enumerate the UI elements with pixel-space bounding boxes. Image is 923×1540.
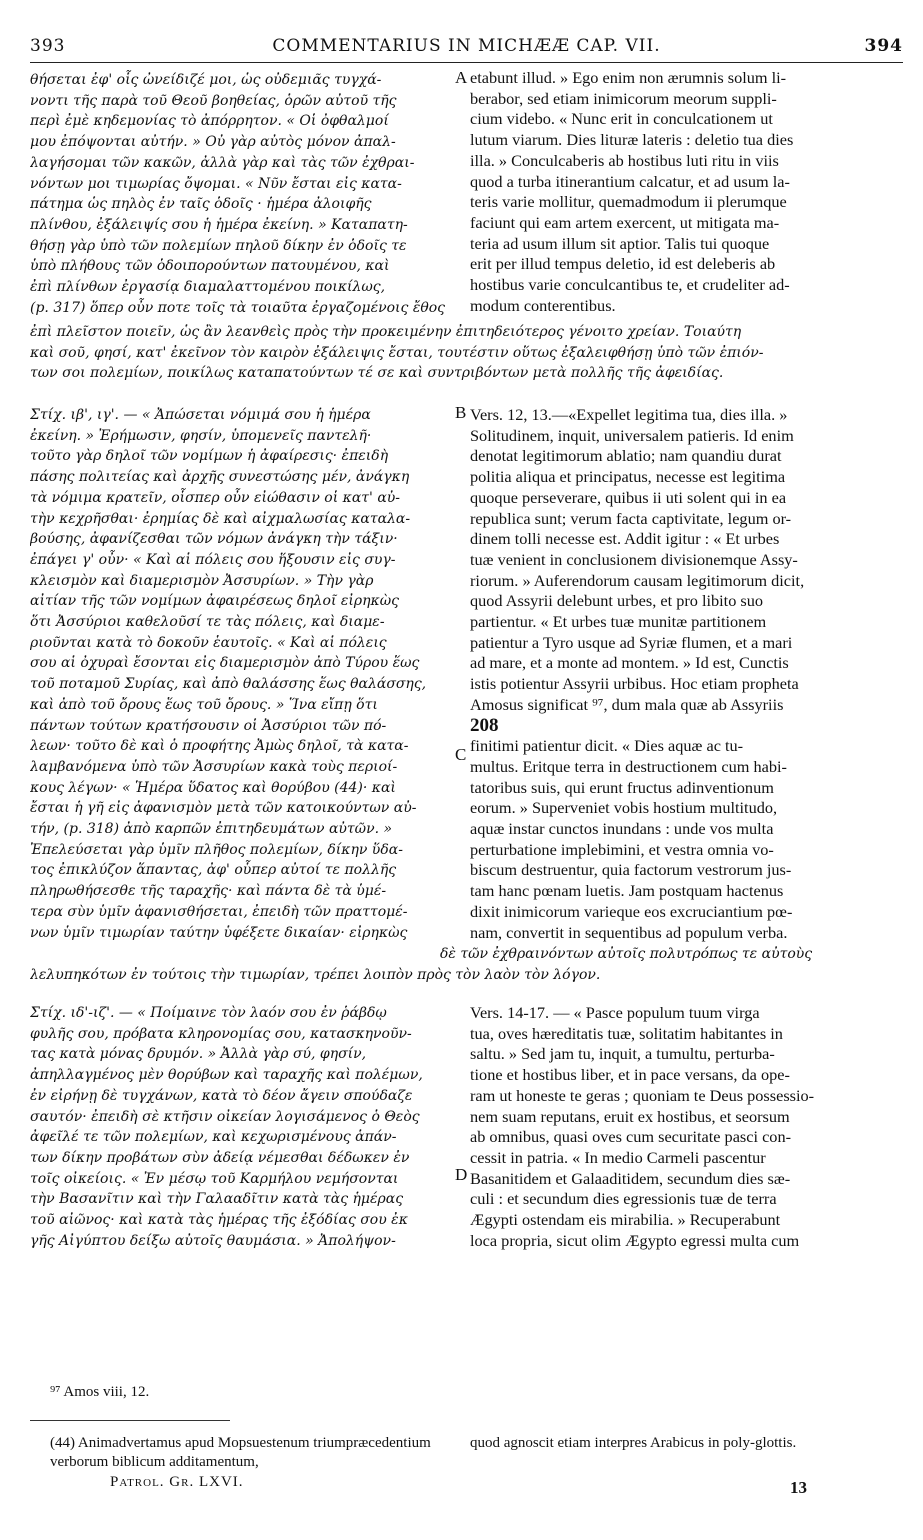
greek-line: λεων· τοῦτο δὲ καὶ ὁ προφήτης Ἀμὼς δηλοῖ, τὰ κατα- <box>30 738 409 755</box>
greek-line: ἐπάγει γ' οὖν· « Καὶ αἱ πόλεις σου ἥξουσιν εἰς συγ- <box>30 551 396 568</box>
footnote-line: quod agnoscit etiam interpres Arabicus in poly- <box>470 1435 755 1451</box>
greek-line: τος ἐπικλύζον ἅπαντας, ἀφ' οὗπερ αὐτοί τε πολλῆς <box>30 862 397 879</box>
latin-line: politia aliqua et principatus, necesse est legitima <box>470 467 786 487</box>
latin-line: tione et hostibus liber, et in pace versans, da ope- <box>470 1065 790 1085</box>
greek-line: ὑπὸ πλήθους τῶν ὁδοιπορούντων πατουμένου, καὶ <box>30 258 390 275</box>
latin-line: dixit inimicorum varieque eos excruciantium pœ- <box>470 901 793 921</box>
latin-line: Amosus significat ⁹⁷, dum mala quæ ab Assyriis <box>470 694 784 714</box>
greek-line: τήν, (p. 318) ἀπὸ καρπῶν ἐπιτηδευμάτων αὐτῶν. » <box>30 821 393 838</box>
greek-line: νοντι τῆς παρὰ τοῦ Θεοῦ βοηθείας, ὁρῶν αὐτοῦ τῆς <box>30 92 397 109</box>
latin-line: tuæ venient in conclusionem divisionemque Assy- <box>470 549 798 569</box>
greek-line: βούσης, ἀφανίζεσθαι τῶν νόμων ἀνάγκη τὴν τάξιν· <box>30 531 398 548</box>
footnote-line: præcedentium verborum biblicum additamentum, <box>50 1435 431 1470</box>
greek-line: τοῦ αἰῶνος· καὶ κατὰ τὰς ἡμέρας τῆς ἐξόδίας σου ἐκ <box>30 1212 408 1229</box>
greek-line: (p. 317) ὅπερ οὖν ποτε τοῖς τὰ τοιαῦτα ἐργαζομένοις ἔθος <box>30 299 446 316</box>
greek-line: τοῖς οἰκείοις. « Ἐν μέσῳ τοῦ Καρμήλου νεμήσονται <box>30 1170 399 1187</box>
signature-mark: Patrol. Gr. LXVI. <box>110 1474 244 1490</box>
greek-line: κους λέγων· « Ἡμέρα ὕδατος καὶ θορύβου (44)· καὶ <box>30 779 396 796</box>
greek-line: σου αἱ ὀχυραὶ ἔσονται εἰς διαμερισμὸν ἀπὸ Τύρου ἕως <box>30 655 420 672</box>
greek-line: θήσῃ γὰρ ὑπὸ τῶν πολεμίων πηλοῦ δίκην ἐν ὁδοῖς τε <box>30 237 407 254</box>
running-header <box>30 36 903 60</box>
greek-line: ἔσται ἡ γῆ εἰς ἀφανισμὸν μετὰ τῶν κατοικούντων αὐ- <box>30 800 417 817</box>
latin-line: hostibus varie conculcantibus te, et crudeliter ad- <box>470 275 790 295</box>
latin-line: tam hanc pœnam luetis. Jam postquam hactenus <box>470 881 784 901</box>
greek-column-2 <box>30 405 455 943</box>
greek-line: Στίχ. ιδ'-ιζ'. — « Ποίμαινε τὸν λαόν σου ἐν ῥάβδῳ <box>30 1005 387 1021</box>
greek-line: πάσης πολιτείας καὶ ἀρχῆς συνεστώσης μέν, ἀνάγκη <box>30 469 410 486</box>
greek-line: τὴν κεχρῆσθαι· ἐρημίας δὲ καὶ αἰχμαλωσίας καταλα- <box>30 510 411 527</box>
greek-line: μου ἐπόψονται αὐτήν. » Οὐ γὰρ αὐτὸς μόνον ἀπαλ- <box>30 134 396 151</box>
greek-line: νόντων μοι τιμωρίας ὄψομαι. « Νῦν ἔσται εἰς κατα- <box>30 175 402 192</box>
greek-line: ἐν εἰρήνῃ δὲ τυγχάνων, κατὰ τὸ δέον ἄγειν σπούδαζε <box>30 1087 413 1104</box>
latin-line: Vers. 14-17. — « Pasce populum tuum virga <box>470 1003 760 1022</box>
greek-fullwidth-line: λελυπηκότων ἐν τούτοις τὴν τιμωρίαν, τρέπει λοιπὸν πρὸς τὸν λαὸν τὸν λόγον. <box>30 967 601 983</box>
greek-line: τὰ νόμιμα κρατεῖν, οἷσπερ οὖν εἰώθασιν οἱ κατ' αὐ- <box>30 489 401 506</box>
greek-line: θήσεται ἐφ' οἷς ὠνείδιζέ μοι, ὡς οὐδεμιᾶς τυγχά- <box>30 72 382 88</box>
greek-line: πάντων τούτων κρατήσουσιν οἱ Ἀσσύριοι τῶν πό- <box>30 717 387 734</box>
latin-line: aquæ instar cunctos inundans : unde vos multa <box>470 819 774 839</box>
greek-line: κλεισμὸν καὶ διαμερισμὸν Ἀσσυρίων. » Τὴν γὰρ <box>30 572 374 589</box>
footnote-97: ⁹⁷ Amos viii, 12. <box>50 1384 150 1400</box>
greek-line: πληρωθήσεσθε τῆς ταραχῆς· καὶ πάντα δὲ τὰ ὑμέ- <box>30 883 387 900</box>
greek-tail-line <box>440 944 903 965</box>
latin-line: etabunt illud. » Ego enim non ærumnis solum li- <box>470 68 787 87</box>
latin-line: illa. » Conculcaberis ab hostibus luti ritu in viis <box>470 150 779 170</box>
latin-line: dinem tolli necesse est. Addit igitur : « Et urbes <box>470 529 780 549</box>
latin-line: quod a turba itinerantium calcatur, et ad usum la- <box>470 171 790 191</box>
latin-line: quod Assyrii delebunt urbes, et pro libito suo <box>470 591 764 611</box>
greek-line: πλίνθου, ἐξάλειψίς σου ἡ ἡμέρα ἐκείνη. » Καταπατη- <box>30 216 408 233</box>
latin-line: tatoribus suis, qui erunt fructus adinventionum <box>470 777 774 797</box>
margin-letter-c: C <box>455 745 467 764</box>
greek-line: ἐκείνη. » Ἐρήμωσιν, φησίν, ὑπομενεῖς παντελῆ· <box>30 427 372 444</box>
margin-letter-d: D <box>455 1165 468 1184</box>
latin-line-text: finitimi patientur dicit. « Dies aquæ ac tu- <box>470 736 744 756</box>
latin-line: riorum. » Auferendorum causam legitimorum dicit, <box>470 570 805 590</box>
greek-line: καὶ ἀπὸ τοῦ ὄρους ἕως τοῦ ὄρους. » Ἵνα εἴπῃ ὅτι <box>30 696 378 713</box>
greek-line: σαυτόν· ἐπειδὴ σὲ κτῆσιν οἰκείαν λογισάμενος ὁ Θεὸς <box>30 1108 420 1125</box>
latin-line: istis potientur Assyrii urbibus. Hoc etiam propheta <box>470 674 799 694</box>
latin-line: faciunt qui eam artem exercent, ut mitigata ma- <box>470 212 780 232</box>
greek-line: πάτημα ὡς πηλὸς ἐν ταῖς ὁδοῖς · ἡμέρα ἀλοιφῆς <box>30 196 372 213</box>
latin-line: ab omnibus, quasi oves cum securitate pasci con- <box>470 1127 792 1147</box>
greek-line: των δίκην προβάτων σὺν ἀδείᾳ νέμεσθαι δέδωκεν ἐν <box>30 1149 410 1166</box>
latin-line: republica sunt; verum facta captivitate, legum or- <box>470 508 792 528</box>
latin-line: modum conterentibus. <box>470 295 616 315</box>
latin-line: Ægypti ostendam eis mirabilia. » Recuperabunt <box>470 1210 781 1230</box>
latin-line: berabor, sed etiam inimicorum meorum suppli- <box>470 88 777 108</box>
greek-line: ἀπηλλαγμένος μὲν θορύβων καὶ ταραχῆς καὶ πολέμων, <box>30 1067 423 1084</box>
latin-line: ad mare, et a monte ad montem. » Id est, Cunctis <box>470 653 789 673</box>
greek-line: ἐπὶ πλίνθων ἐργασίᾳ διαμαλαττομένου ποικίλως, <box>30 279 386 296</box>
page-number-right: 394 <box>864 36 903 56</box>
latin-line: cium videbo. « Nunc erit in conculcationem ut <box>470 109 773 129</box>
latin-line: Vers. 12, 13.—«Expellet legitima tua, dies illa. » <box>470 405 788 424</box>
greek-line: τοῦ ποταμοῦ Συρίας, καὶ ἀπὸ θαλάσσης ἕως θαλάσσης, <box>30 676 427 693</box>
running-title: COMMENTARIUS IN MICHÆÆ CAP. VII. <box>272 36 661 56</box>
latin-line: multus. Eritque terra in destructionem cum habi- <box>470 756 787 776</box>
greek-line: φυλῆς σου, πρόβατα κληρονομίας σου, κατασκηνοῦν- <box>30 1025 412 1042</box>
greek-line: Ἐπελεύσεται γὰρ ὑμῖν πλῆθος πολεμίων, δίκην ὕδα- <box>30 841 403 858</box>
header-rule <box>30 62 903 63</box>
latin-line: patientur a Tyro usque ad Syriæ flumen, et a mari <box>470 632 793 652</box>
greek-line: Στίχ. ιβ', ιγ'. — « Ἀπώσεται νόμιμά σου ἡ ἡμέρα <box>30 407 371 423</box>
latin-line: partientur. « Et urbes tuæ munitæ partitionem <box>470 612 767 632</box>
latin-line: perturbatione implebimini, et vestra omnia vo- <box>470 839 774 859</box>
latin-line: cessit in patria. « In medio Carmeli pascentur <box>470 1147 766 1167</box>
footnote-line: (44) Animadvertamus apud Mopsuestenum trium <box>50 1435 346 1451</box>
latin-line: Solitudinem, inquit, universalem patieris. Id enim <box>470 425 794 445</box>
latin-line: nem suam reputans, eruit ex hostibus, et seorsum <box>470 1106 790 1126</box>
greek-line: τοῦτο γὰρ δηλοῖ τῶν νομίμων ἡ ἀφαίρεσις· ἐπειδὴ <box>30 448 389 465</box>
greek-line: νων ὑμῖν τιμωρίαν ταύτην ὑφέξετε δικαίαν· εἰρηκὼς <box>30 924 408 941</box>
latin-line: denotat legitimorum ablatio; nam quandiu durat <box>470 446 782 466</box>
latin-line: erit per illud tempus deletio, id est deleberis ab <box>470 254 776 274</box>
latin-line: ram ut honeste te geras ; quoniam te Deus possessio- <box>470 1085 815 1105</box>
greek-fullwidth-1 <box>30 322 903 384</box>
greek-fullwidth-2 <box>30 965 903 986</box>
latin-line: teris varie mollitur, quemadmodum ii plerumque <box>470 192 787 212</box>
footnote-rule <box>30 1420 230 1421</box>
latin-line: loca propria, sicut olim Ægypto egressi multa cum <box>470 1230 800 1250</box>
latin-line <box>470 716 903 757</box>
footnote-44-left <box>50 1434 450 1472</box>
greek-line: λαγήσομαι τῶν κακῶν, ἀλλὰ γὰρ καὶ τὰς τῶν ἐχθραι- <box>30 154 415 171</box>
latin-column-2 <box>470 405 903 943</box>
greek-line: τὴν Βασανῖτιν καὶ τὴν Γαλααδῖτιν κατὰ τὰς ἡμέρας <box>30 1191 404 1208</box>
latin-line: Basanitidem et Galaaditidem, secundum dies sæ- <box>470 1168 791 1188</box>
latin-line: biscum destruentur, quia factorum vestrorum jus- <box>470 860 792 880</box>
latin-line: tua, oves hæreditatis tuæ, solitatim habitantes in <box>470 1023 783 1043</box>
page-number-left: 393 <box>30 36 66 56</box>
latin-line: teria ad usum illum sit aptior. Talis tui quoque <box>470 233 770 253</box>
latin-line: culi : et secundum dies egressionis tuæ de terra <box>470 1189 777 1209</box>
greek-column-3 <box>30 1003 455 1251</box>
greek-line: τερα σὺν ὑμῖν ἀφανισθήσεται, ἐπειδὴ τῶν πραττομέ- <box>30 903 408 920</box>
latin-line: quoque perseverare, quibus ii uti solent qui in ea <box>470 487 787 507</box>
greek-tail-text: δὲ τῶν ἐχθραινόντων αὐτοῖς πολυτρόπως τε αὐτοὺς <box>440 946 813 962</box>
margin-letter-b: B <box>455 403 467 422</box>
greek-line: ριοῦνται κατὰ τὸ δοκοῦν ἑαυτοῖς. « Καὶ αἱ πόλεις <box>30 634 387 651</box>
margin-letter-a: A <box>455 68 468 87</box>
greek-line: ἀφεῖλέ τε τῶν πολεμίων, καὶ κεχωρισμένους ἁπάν- <box>30 1129 397 1146</box>
latin-line: saltu. » Sed jam tu, inquit, a tumultu, perturba- <box>470 1044 775 1064</box>
latin-line: lutum viarum. Dies lituræ lateris : deletio tua dies <box>470 130 794 150</box>
latin-line: eorum. » Superveniet vobis hostium multitudo, <box>470 798 778 818</box>
footnote-line: glottis. <box>754 1435 797 1451</box>
latin-column-3 <box>470 1003 903 1251</box>
greek-line: αἰτίαν τῆς τῶν νομίμων ἀφαιρέσεως δηλοῖ εἰρηκὼς <box>30 593 399 610</box>
greek-line: λαμβανόμενα ὑπὸ τῶν Ἀσσυρίων κακὰ τοὺς περιοί- <box>30 758 398 775</box>
greek-fullwidth-line: ἐπὶ πλεῖστον ποιεῖν, ὡς ἂν λεανθεὶς πρὸς τὴν προκειμένην ἐπιτηδειότερος γένοιτο χρείαν. Τοιαύτη <box>30 324 742 340</box>
greek-line: γῆς Αἰγύπτου δείξω αὐτοῖς θαυμάσια. » Ἀπολήψον- <box>30 1232 396 1249</box>
greek-column-1 <box>30 70 455 318</box>
greek-line: ὅτι Ἀσσύριοι καθελοῦσί τε τὰς πόλεις, καὶ διαμε- <box>30 614 385 631</box>
greek-line: περὶ ἐμὲ κηδεμονίας τὸ ἀπόρρητον. « Οἱ ὀφθαλμοί <box>30 113 389 130</box>
greek-fullwidth-line: καὶ σοῦ, φησί, κατ' ἐκεῖνον τὸν καιρὸν ἐξάλειψις ἔσται, τουτέστιν οὕτως ἐξαλειφθήσῃ ὑπὸ τῶν ἐπιόν- <box>30 344 764 361</box>
column-number: 208 <box>470 715 499 736</box>
footnote-44-right <box>470 1434 903 1453</box>
greek-line: τας κατὰ μόνας δρυμόν. » Ἀλλὰ γὰρ σύ, φησίν, <box>30 1046 367 1063</box>
latin-column-1 <box>470 68 903 316</box>
greek-fullwidth-line: των σοι πολεμίων, ποικίλως καταπατούντων τέ σε καὶ συντριβόντων μετὰ πολλῆς τῆς ἀφειδίας. <box>30 365 724 382</box>
latin-line: nam, convertit in sequentibus ad populum verba. <box>470 922 788 942</box>
sheet-number: 13 <box>790 1478 807 1497</box>
